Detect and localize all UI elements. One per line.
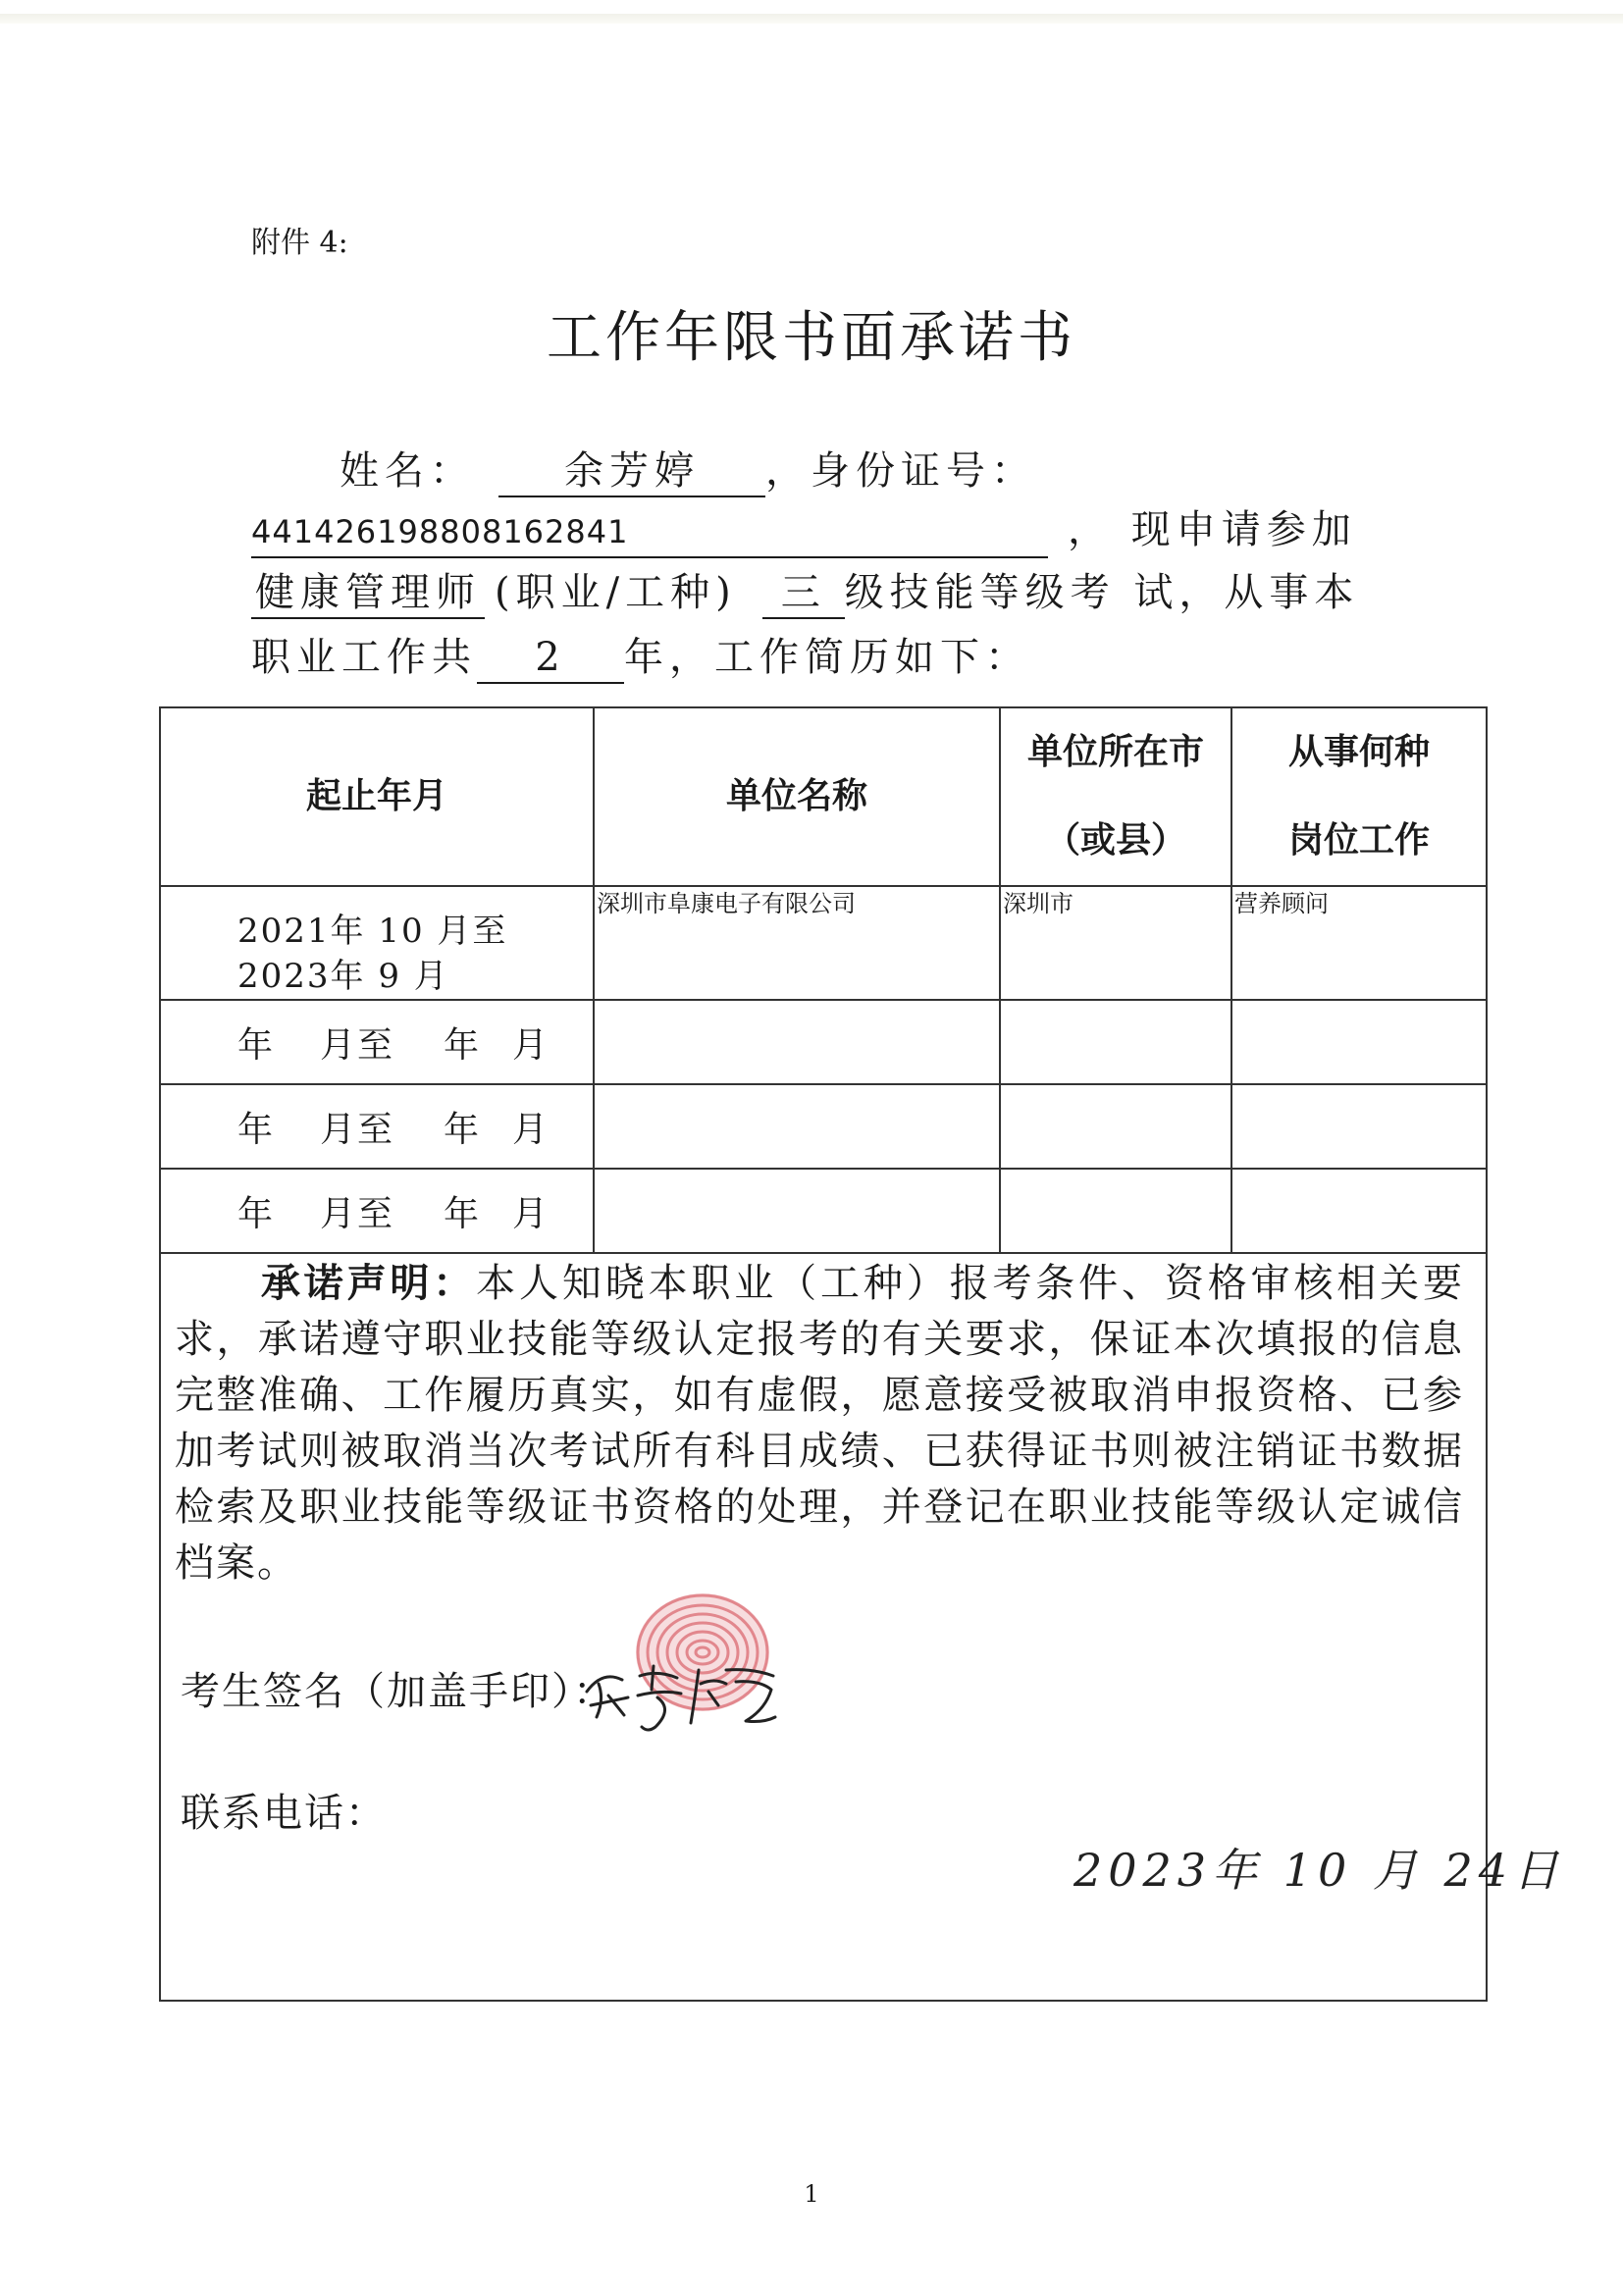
row-period	[160, 1169, 594, 1253]
row-city	[1000, 1084, 1231, 1169]
signed-date: 2023年 10 月 24日	[1073, 1844, 1564, 1897]
header-employer: 单位名称	[594, 707, 1000, 886]
row-post: 营养顾问	[1231, 886, 1487, 1000]
years-line	[251, 626, 1030, 684]
row-employer	[594, 1084, 1000, 1169]
row-city	[1000, 1000, 1231, 1084]
years-prefix: 职业工作共	[251, 635, 477, 680]
id-label: ，身份证号：	[765, 448, 1036, 494]
period-year-label: 年	[237, 1193, 276, 1234]
table-header-row	[160, 707, 1487, 886]
row-employer	[594, 1000, 1000, 1084]
table-row	[160, 1000, 1487, 1084]
years-suffix: 年，工作简历如下：	[624, 635, 1030, 680]
page-number: 1	[804, 2180, 819, 2208]
phone-label: 联系电话：	[181, 1791, 387, 1836]
row-employer: 深圳市阜康电子有限公司	[594, 886, 1000, 1000]
period-month-to-label: 月至	[320, 1109, 395, 1150]
occupation-value: 健康管理师	[251, 568, 485, 619]
signature-label: 考生签名（加盖手印）：	[181, 1669, 614, 1714]
period-year-label: 年	[444, 1024, 482, 1066]
occupation-suffix: (职业/工种)	[495, 570, 737, 615]
table-row	[160, 886, 1487, 1000]
header-city-line1: 单位所在市	[1026, 732, 1204, 772]
years-value: 2	[477, 633, 624, 684]
handwritten-signature	[579, 1641, 785, 1739]
period-year-label: 年	[237, 1024, 276, 1066]
row-period	[160, 1000, 594, 1084]
pledge-label: 承诺声明：	[259, 1261, 477, 1306]
apply-text: ， 现申请参加	[1068, 507, 1357, 552]
header-post-line2: 岗位工作	[1287, 820, 1430, 861]
header-city	[1000, 707, 1231, 886]
signature-line	[181, 1660, 614, 1716]
document-title: 工作年限书面承诺书	[547, 306, 1076, 370]
row-city	[1000, 1169, 1231, 1253]
period-month-to-label: 月至	[320, 1193, 395, 1234]
header-post	[1231, 707, 1487, 886]
occupation-line	[251, 561, 1359, 619]
level-value: 三	[762, 568, 845, 619]
id-number-value: 441426198808162841	[251, 507, 1048, 558]
header-post-line1: 从事何种	[1287, 732, 1430, 772]
row-city: 深圳市	[1000, 886, 1231, 1000]
level-suffix: 级技能等级考 试，从事本	[844, 570, 1360, 615]
attachment-label: 附件 4:	[251, 226, 348, 260]
pledge-body: 本人知晓本职业（工种）报考条件、资格审核相关要求，承诺遵守职业技能等级认定报考的有关要求，保证本次填报的信息完整准确、工作履历真实，如有虚假，愿意接受被取消申报资格、已参加考试则被取消当次考试所有科目成绩、已获得证书则被注销证书数据检索及职业技能等级证书资格的处理，并登记在职业技能等级认定诚信档案。	[175, 1261, 1465, 1586]
period-year-label: 年	[237, 1109, 276, 1150]
pledge-statement	[175, 1256, 1464, 1592]
row-post	[1231, 1084, 1487, 1169]
header-period: 起止年月	[160, 707, 594, 886]
period-month-label: 月	[512, 1109, 550, 1150]
row-post	[1231, 1000, 1487, 1084]
scan-edge	[0, 14, 1623, 24]
table-row	[160, 1169, 1487, 1253]
id-line	[251, 498, 1357, 558]
row-period	[160, 1084, 594, 1169]
name-value: 余芳婷	[498, 446, 765, 497]
period-month-to-label: 月至	[320, 1024, 395, 1066]
row-employer	[594, 1169, 1000, 1253]
period-year-label: 年	[444, 1109, 482, 1150]
row-post	[1231, 1169, 1487, 1253]
period-year-label: 年	[444, 1193, 482, 1234]
period-month-label: 月	[512, 1024, 550, 1066]
name-label: 姓名：	[340, 448, 475, 494]
header-city-line2: （或县）	[1044, 820, 1186, 861]
table-row	[160, 1084, 1487, 1169]
name-line	[340, 440, 1036, 497]
row-period: 2021年 10 月至2023年 9 月	[160, 886, 594, 1000]
period-month-label: 月	[512, 1193, 550, 1234]
